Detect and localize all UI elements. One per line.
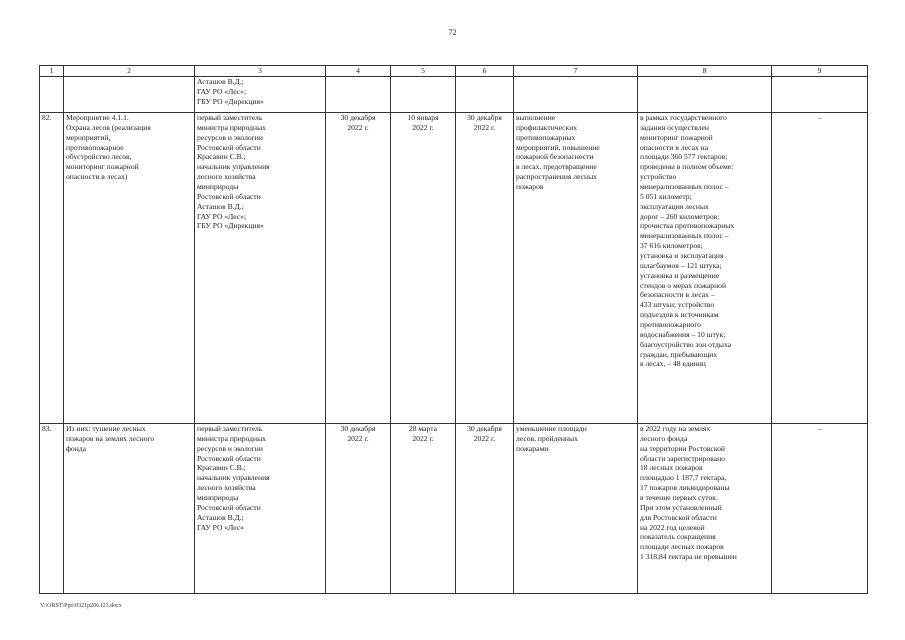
- planned-date-cell: [326, 77, 391, 113]
- table-row: [40, 424, 868, 594]
- note-cell: –: [772, 113, 868, 424]
- column-header: 4: [326, 66, 391, 77]
- start-date-cell: 28 марта 2022 г.: [391, 424, 456, 594]
- column-header: 1: [40, 66, 64, 77]
- column-header: 8: [638, 66, 772, 77]
- event-cell: [64, 77, 195, 113]
- actual-result-cell: в рамках государственного задания осуществлен мониторинг пожарной опасности в лесах на площади 360 577 гектаров; проведены в полном объеме: устройство минерализованных полос – 5 051 километр; эксплуатация лесных дорог – 260 километров; прочистка противопожарных минерализованных полос – 37 616 километров; установка и эксплуатация шлагбаумов – 121 штука; установка и размещение стендов о мерах пожарной безопасности в лесах – 433 штуки; устройство подъездов к источникам противопожарного водоснабжения – 10 штук; благоустройство зон отдыха граждан, пребывающих в лесах, – 48 единиц: [638, 113, 772, 424]
- expected-result-cell: уменьшение площади лесов, пройденных пожарами: [514, 424, 638, 594]
- column-header: 6: [456, 66, 514, 77]
- column-header: 7: [514, 66, 638, 77]
- end-date-cell: [456, 77, 514, 113]
- file-path-footer: Y:\ORST\Ppo\0321p206.f23.docx: [40, 603, 122, 609]
- column-number-row: [40, 66, 868, 77]
- responsible-cell: первый заместитель министра природных ресурсов и экологии Ростовской области Красавин С.В.; начальник управления лесного хозяйства минприроды Ростовской области Асташов В.Д.; ГАУ РО «Лес»; ГБУ РО «Дирекция»: [195, 113, 326, 424]
- responsible-cell: Асташов В.Д.; ГАУ РО «Лес»; ГБУ РО «Дирекция»: [195, 77, 326, 113]
- table-row: [40, 113, 868, 424]
- actual-result-cell: [638, 77, 772, 113]
- end-date-cell: 30 декабря 2022 г.: [456, 424, 514, 594]
- note-cell: –: [772, 424, 868, 594]
- expected-result-cell: выполнение профилактических противопожарных мероприятий, повышение пожарной безопасности в лесах, предотвращение распространения лесных пожаров: [514, 113, 638, 424]
- expected-result-cell: [514, 77, 638, 113]
- responsible-cell: первый заместитель министра природных ресурсов и экологии Ростовской области Красавин С.В.; начальник управления лесного хозяйства минприроды Ростовской области Асташов В.Д.; ГАУ РО «Лес»: [195, 424, 326, 594]
- start-date-cell: 10 января 2022 г.: [391, 113, 456, 424]
- actual-result-cell: в 2022 году на землях лесного фонда на территории Ростовской области зарегистрировано 18 лесных пожаров площадью 1 187,7 гектара, 17 пожаров ликвидированы в течение первых суток. При этом установленный для Ростовской области на 2022 год целевой показатель сокращения площади лесных пожаров 1 318,84 гектара не превышен: [638, 424, 772, 594]
- event-cell: Мероприятие 4.1.1. Охрана лесов (реализация мероприятий, противопожарное обустройство лесов, мониторинг пожарной опасности в лесах): [64, 113, 195, 424]
- column-header: 9: [772, 66, 868, 77]
- row-number: [40, 77, 64, 113]
- row-number: 82.: [40, 113, 64, 424]
- end-date-cell: 30 декабря 2022 г.: [456, 113, 514, 424]
- page-number: 72: [448, 28, 457, 37]
- row-number: 83.: [40, 424, 64, 594]
- planned-date-cell: 30 декабря 2022 г.: [326, 113, 391, 424]
- column-header: 5: [391, 66, 456, 77]
- table-row: [40, 77, 868, 113]
- column-header: 2: [64, 66, 195, 77]
- planned-date-cell: 30 декабря 2022 г.: [326, 424, 391, 594]
- report-table: [39, 65, 868, 594]
- note-cell: [772, 77, 868, 113]
- event-cell: Из них: тушение лесных пожаров на землях лесного фонда: [64, 424, 195, 594]
- start-date-cell: [391, 77, 456, 113]
- column-header: 3: [195, 66, 326, 77]
